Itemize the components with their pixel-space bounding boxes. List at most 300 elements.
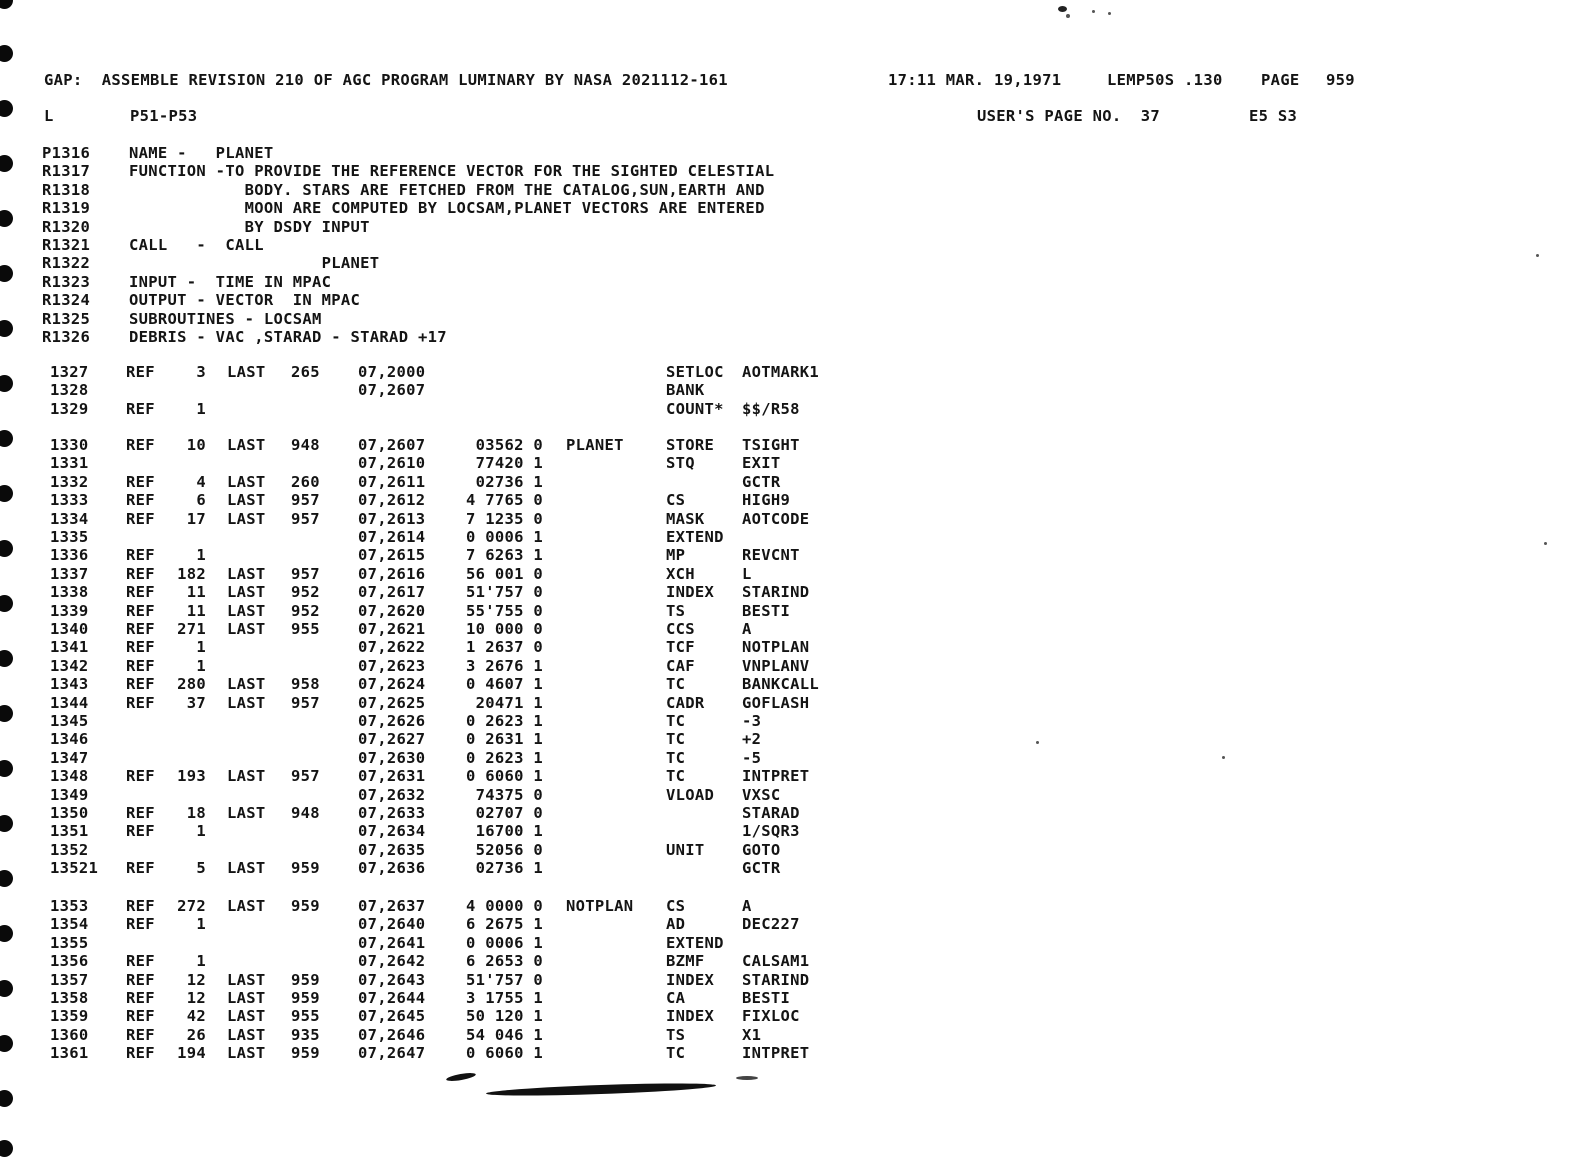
address: 07,2607 bbox=[358, 381, 426, 399]
last-keyword: LAST bbox=[227, 1026, 266, 1044]
ink-speck bbox=[1108, 12, 1111, 15]
octal-word: 54 046 1 bbox=[465, 1026, 543, 1044]
address: 07,2635 bbox=[358, 841, 426, 859]
remark-text: BY DSDY INPUT bbox=[129, 218, 370, 236]
last-page: 959 bbox=[291, 1044, 320, 1062]
code-line bbox=[0, 510, 1582, 529]
ref-count: 17 bbox=[186, 510, 206, 528]
ref-count: 42 bbox=[186, 1007, 206, 1025]
ref-keyword: REF bbox=[126, 363, 155, 381]
remark-text: BODY. STARS ARE FETCHED FROM THE CATALOG,SUN,EARTH AND bbox=[129, 181, 765, 199]
line-number: 1340 bbox=[50, 620, 89, 638]
ref-keyword: REF bbox=[126, 657, 155, 675]
opcode: EXTEND bbox=[666, 528, 724, 546]
address: 07,2631 bbox=[358, 767, 426, 785]
ref-count: 1 bbox=[196, 400, 206, 418]
remark-id: R1318 bbox=[42, 181, 91, 199]
address: 07,2614 bbox=[358, 528, 426, 546]
line-number: 1345 bbox=[50, 712, 89, 730]
operand: GOTO bbox=[742, 841, 781, 859]
section-code: E5 S3 bbox=[1249, 107, 1298, 125]
address: 07,2647 bbox=[358, 1044, 426, 1062]
octal-word: 3 1755 1 bbox=[465, 989, 543, 1007]
code-line bbox=[0, 363, 1582, 382]
operand: GCTR bbox=[742, 859, 781, 877]
octal-word: 7 1235 0 bbox=[465, 510, 543, 528]
remark-text: CALL - CALL bbox=[129, 236, 264, 254]
code-line bbox=[0, 528, 1582, 547]
ref-count: 280 bbox=[177, 675, 206, 693]
remark-id: R1320 bbox=[42, 218, 91, 236]
code-line bbox=[0, 1026, 1582, 1045]
address: 07,2612 bbox=[358, 491, 426, 509]
ref-keyword: REF bbox=[126, 971, 155, 989]
octal-word: 77420 1 bbox=[475, 454, 543, 472]
ref-count: 11 bbox=[186, 583, 206, 601]
remark-id: R1326 bbox=[42, 328, 91, 346]
line-number: 1342 bbox=[50, 657, 89, 675]
remark-text: PLANET bbox=[129, 254, 380, 272]
remark-id: P1316 bbox=[42, 144, 91, 162]
address: 07,2620 bbox=[358, 602, 426, 620]
ink-speck bbox=[1092, 10, 1095, 13]
operand: CALSAM1 bbox=[742, 952, 810, 970]
code-line bbox=[0, 859, 1582, 878]
line-number: 1339 bbox=[50, 602, 89, 620]
operand: INTPRET bbox=[742, 1044, 810, 1062]
line-number: 1343 bbox=[50, 675, 89, 693]
operand: -5 bbox=[742, 749, 762, 767]
line-number: 1331 bbox=[50, 454, 89, 472]
ref-count: 4 bbox=[196, 473, 206, 491]
punch-hole bbox=[0, 45, 13, 62]
ref-keyword: REF bbox=[126, 1026, 155, 1044]
last-page: 957 bbox=[291, 694, 320, 712]
line-number: 1333 bbox=[50, 491, 89, 509]
operand: BANKCALL bbox=[742, 675, 820, 693]
ref-keyword: REF bbox=[126, 952, 155, 970]
operand: 1/SQR3 bbox=[742, 822, 800, 840]
ref-keyword: REF bbox=[126, 491, 155, 509]
ref-keyword: REF bbox=[126, 473, 155, 491]
ref-count: 182 bbox=[177, 565, 206, 583]
octal-word: 6 2675 1 bbox=[465, 915, 543, 933]
opcode: STORE bbox=[666, 436, 715, 454]
ref-count: 3 bbox=[196, 363, 206, 381]
address: 07,2615 bbox=[358, 546, 426, 564]
code-line bbox=[0, 381, 1582, 400]
ref-count: 12 bbox=[186, 971, 206, 989]
octal-word: 4 0000 0 bbox=[465, 897, 543, 915]
punch-hole bbox=[0, 1140, 13, 1157]
remark-line bbox=[0, 199, 1582, 218]
address: 07,2623 bbox=[358, 657, 426, 675]
line-number: 1341 bbox=[50, 638, 89, 656]
address: 07,2613 bbox=[358, 510, 426, 528]
last-page: 955 bbox=[291, 620, 320, 638]
operand: AOTMARK1 bbox=[742, 363, 820, 381]
code-line bbox=[0, 675, 1582, 694]
line-number: 1329 bbox=[50, 400, 89, 418]
octal-word: 55'755 0 bbox=[465, 602, 543, 620]
ref-keyword: REF bbox=[126, 583, 155, 601]
line-number: 1330 bbox=[50, 436, 89, 454]
code-line bbox=[0, 1007, 1582, 1026]
operand: VXSC bbox=[742, 786, 781, 804]
code-line bbox=[0, 565, 1582, 584]
ref-count: 10 bbox=[186, 436, 206, 454]
code-line bbox=[0, 1044, 1582, 1063]
ref-keyword: REF bbox=[126, 694, 155, 712]
code-line bbox=[0, 841, 1582, 860]
last-keyword: LAST bbox=[227, 620, 266, 638]
ref-keyword: REF bbox=[126, 859, 155, 877]
last-keyword: LAST bbox=[227, 1007, 266, 1025]
last-keyword: LAST bbox=[227, 971, 266, 989]
code-line bbox=[0, 767, 1582, 786]
last-keyword: LAST bbox=[227, 510, 266, 528]
ref-keyword: REF bbox=[126, 602, 155, 620]
code-line bbox=[0, 400, 1582, 419]
address: 07,2621 bbox=[358, 620, 426, 638]
line-number: 1328 bbox=[50, 381, 89, 399]
address: 07,2622 bbox=[358, 638, 426, 656]
last-keyword: LAST bbox=[227, 804, 266, 822]
ref-count: 1 bbox=[196, 915, 206, 933]
opcode: TC bbox=[666, 730, 686, 748]
line-number: 1361 bbox=[50, 1044, 89, 1062]
address: 07,2617 bbox=[358, 583, 426, 601]
remark-id: R1319 bbox=[42, 199, 91, 217]
code-line bbox=[0, 583, 1582, 602]
octal-word: 03562 0 bbox=[475, 436, 543, 454]
last-page: 260 bbox=[291, 473, 320, 491]
last-keyword: LAST bbox=[227, 989, 266, 1007]
octal-word: 0 0006 1 bbox=[465, 528, 543, 546]
line-number: 13521 bbox=[50, 859, 99, 877]
ref-keyword: REF bbox=[126, 989, 155, 1007]
last-keyword: LAST bbox=[227, 491, 266, 509]
ref-keyword: REF bbox=[126, 436, 155, 454]
opcode: CADR bbox=[666, 694, 705, 712]
address: 07,2630 bbox=[358, 749, 426, 767]
operand: DEC227 bbox=[742, 915, 800, 933]
octal-word: 0 0006 1 bbox=[465, 934, 543, 952]
ref-count: 6 bbox=[196, 491, 206, 509]
octal-word: 1 2637 0 bbox=[465, 638, 543, 656]
code-line bbox=[0, 934, 1582, 953]
remark-line bbox=[0, 273, 1582, 292]
print-timestamp: 17:11 MAR. 19,1971 bbox=[888, 71, 1062, 89]
operand: VNPLANV bbox=[742, 657, 810, 675]
line-number: 1353 bbox=[50, 897, 89, 915]
octal-word: 02707 0 bbox=[475, 804, 543, 822]
operand: BESTI bbox=[742, 989, 791, 1007]
address: 07,2633 bbox=[358, 804, 426, 822]
address: 07,2636 bbox=[358, 859, 426, 877]
remark-line bbox=[0, 310, 1582, 329]
code-line bbox=[0, 657, 1582, 676]
opcode: INDEX bbox=[666, 971, 715, 989]
opcode: CA bbox=[666, 989, 686, 1007]
octal-word: 7 6263 1 bbox=[465, 546, 543, 564]
code-line bbox=[0, 822, 1582, 841]
ref-keyword: REF bbox=[126, 400, 155, 418]
code-line bbox=[0, 473, 1582, 492]
ref-keyword: REF bbox=[126, 1007, 155, 1025]
ref-keyword: REF bbox=[126, 510, 155, 528]
octal-word: 4 7765 0 bbox=[465, 491, 543, 509]
ref-keyword: REF bbox=[126, 675, 155, 693]
operand: A bbox=[742, 897, 752, 915]
remark-id: R1323 bbox=[42, 273, 91, 291]
last-page: 958 bbox=[291, 675, 320, 693]
opcode: TC bbox=[666, 675, 686, 693]
octal-word: 3 2676 1 bbox=[465, 657, 543, 675]
address: 07,2627 bbox=[358, 730, 426, 748]
ink-speck bbox=[1536, 254, 1539, 257]
ref-keyword: REF bbox=[126, 897, 155, 915]
line-number: 1350 bbox=[50, 804, 89, 822]
last-page: 959 bbox=[291, 897, 320, 915]
opcode: CAF bbox=[666, 657, 695, 675]
remark-id: R1317 bbox=[42, 162, 91, 180]
operand: BESTI bbox=[742, 602, 791, 620]
address: 07,2643 bbox=[358, 971, 426, 989]
operand: TSIGHT bbox=[742, 436, 800, 454]
remark-line bbox=[0, 254, 1582, 273]
octal-word: 50 120 1 bbox=[465, 1007, 543, 1025]
opcode: TC bbox=[666, 712, 686, 730]
code-line bbox=[0, 730, 1582, 749]
ref-count: 5 bbox=[196, 859, 206, 877]
octal-word: 74375 0 bbox=[475, 786, 543, 804]
code-line bbox=[0, 638, 1582, 657]
opcode: TC bbox=[666, 1044, 686, 1062]
ref-count: 272 bbox=[177, 897, 206, 915]
address: 07,2607 bbox=[358, 436, 426, 454]
line-number: 1335 bbox=[50, 528, 89, 546]
last-page: 955 bbox=[291, 1007, 320, 1025]
ref-keyword: REF bbox=[126, 767, 155, 785]
remark-text: FUNCTION -TO PROVIDE THE REFERENCE VECTOR FOR THE SIGHTED CELESTIAL bbox=[129, 162, 775, 180]
code-line bbox=[0, 804, 1582, 823]
last-keyword: LAST bbox=[227, 767, 266, 785]
last-page: 952 bbox=[291, 602, 320, 620]
operand: $$/R58 bbox=[742, 400, 800, 418]
line-number: 1358 bbox=[50, 989, 89, 1007]
section-name: P51-P53 bbox=[130, 107, 198, 125]
operand: X1 bbox=[742, 1026, 762, 1044]
last-page: 959 bbox=[291, 859, 320, 877]
code-line bbox=[0, 602, 1582, 621]
remark-line bbox=[0, 236, 1582, 255]
listing-subheader bbox=[0, 107, 1582, 126]
code-line bbox=[0, 786, 1582, 805]
address: 07,2640 bbox=[358, 915, 426, 933]
address: 07,2642 bbox=[358, 952, 426, 970]
ink-speck bbox=[736, 1076, 758, 1080]
line-number: 1357 bbox=[50, 971, 89, 989]
ink-speck bbox=[1036, 741, 1039, 744]
operand: FIXLOC bbox=[742, 1007, 800, 1025]
operand: +2 bbox=[742, 730, 762, 748]
last-page: 952 bbox=[291, 583, 320, 601]
opcode: TC bbox=[666, 749, 686, 767]
ref-count: 1 bbox=[196, 822, 206, 840]
code-label: PLANET bbox=[566, 436, 624, 454]
remark-line bbox=[0, 291, 1582, 310]
ref-count: 18 bbox=[186, 804, 206, 822]
last-page: 948 bbox=[291, 804, 320, 822]
ref-count: 26 bbox=[186, 1026, 206, 1044]
line-number: 1347 bbox=[50, 749, 89, 767]
octal-word: 02736 1 bbox=[475, 473, 543, 491]
octal-word: 51'757 0 bbox=[465, 583, 543, 601]
opcode: CS bbox=[666, 491, 686, 509]
opcode: EXTEND bbox=[666, 934, 724, 952]
listing-header bbox=[0, 71, 1582, 90]
last-page: 959 bbox=[291, 989, 320, 1007]
ref-keyword: REF bbox=[126, 546, 155, 564]
opcode: TS bbox=[666, 1026, 686, 1044]
remark-text: SUBROUTINES - LOCSAM bbox=[129, 310, 322, 328]
code-line bbox=[0, 454, 1582, 473]
ref-count: 1 bbox=[196, 952, 206, 970]
opcode: TCF bbox=[666, 638, 695, 656]
ref-count: 194 bbox=[177, 1044, 206, 1062]
ink-speck bbox=[1066, 14, 1070, 18]
operand: REVCNT bbox=[742, 546, 800, 564]
code-line bbox=[0, 952, 1582, 971]
opcode: CCS bbox=[666, 620, 695, 638]
last-keyword: LAST bbox=[227, 565, 266, 583]
line-number: 1348 bbox=[50, 767, 89, 785]
last-keyword: LAST bbox=[227, 1044, 266, 1062]
line-number: 1355 bbox=[50, 934, 89, 952]
operand: NOTPLAN bbox=[742, 638, 810, 656]
last-keyword: LAST bbox=[227, 363, 266, 381]
code-line bbox=[0, 897, 1582, 916]
address: 07,2626 bbox=[358, 712, 426, 730]
octal-word: 02736 1 bbox=[475, 859, 543, 877]
last-keyword: LAST bbox=[227, 583, 266, 601]
remark-line bbox=[0, 162, 1582, 181]
code-line bbox=[0, 971, 1582, 990]
last-page: 265 bbox=[291, 363, 320, 381]
operand: A bbox=[742, 620, 752, 638]
ink-speck bbox=[1544, 542, 1547, 545]
address: 07,2634 bbox=[358, 822, 426, 840]
line-number: 1359 bbox=[50, 1007, 89, 1025]
last-keyword: LAST bbox=[227, 473, 266, 491]
opcode: BZMF bbox=[666, 952, 705, 970]
ref-count: 271 bbox=[177, 620, 206, 638]
code-line bbox=[0, 915, 1582, 934]
opcode: AD bbox=[666, 915, 686, 933]
last-keyword: LAST bbox=[227, 436, 266, 454]
last-page: 957 bbox=[291, 491, 320, 509]
operand: L bbox=[742, 565, 752, 583]
octal-word: 0 2623 1 bbox=[465, 712, 543, 730]
ref-count: 11 bbox=[186, 602, 206, 620]
line-number: 1332 bbox=[50, 473, 89, 491]
remark-line bbox=[0, 144, 1582, 163]
last-page: 959 bbox=[291, 971, 320, 989]
line-number: 1336 bbox=[50, 546, 89, 564]
code-line bbox=[0, 436, 1582, 455]
operand: INTPRET bbox=[742, 767, 810, 785]
operand: GCTR bbox=[742, 473, 781, 491]
last-page: 957 bbox=[291, 767, 320, 785]
octal-word: 10 000 0 bbox=[465, 620, 543, 638]
remark-text: MOON ARE COMPUTED BY LOCSAM,PLANET VECTORS ARE ENTERED bbox=[129, 199, 765, 217]
ref-keyword: REF bbox=[126, 638, 155, 656]
last-keyword: LAST bbox=[227, 859, 266, 877]
opcode: INDEX bbox=[666, 1007, 715, 1025]
opcode: UNIT bbox=[666, 841, 705, 859]
opcode: XCH bbox=[666, 565, 695, 583]
line-number: 1349 bbox=[50, 786, 89, 804]
remark-line bbox=[0, 218, 1582, 237]
code-line bbox=[0, 620, 1582, 639]
page-label: PAGE bbox=[1261, 71, 1300, 89]
remark-id: R1321 bbox=[42, 236, 91, 254]
ref-keyword: REF bbox=[126, 565, 155, 583]
address: 07,2645 bbox=[358, 1007, 426, 1025]
remark-id: R1324 bbox=[42, 291, 91, 309]
octal-word: 6 2653 0 bbox=[465, 952, 543, 970]
octal-word: 16700 1 bbox=[475, 822, 543, 840]
ref-count: 1 bbox=[196, 546, 206, 564]
ref-count: 193 bbox=[177, 767, 206, 785]
operand: EXIT bbox=[742, 454, 781, 472]
punch-hole bbox=[0, 0, 13, 9]
address: 07,2616 bbox=[358, 565, 426, 583]
ref-count: 37 bbox=[186, 694, 206, 712]
assembly-title: GAP: ASSEMBLE REVISION 210 OF AGC PROGRAM LUMINARY BY NASA 2021112-161 bbox=[44, 71, 728, 89]
last-keyword: LAST bbox=[227, 602, 266, 620]
remark-id: R1322 bbox=[42, 254, 91, 272]
opcode: INDEX bbox=[666, 583, 715, 601]
opcode: VLOAD bbox=[666, 786, 715, 804]
line-number: 1346 bbox=[50, 730, 89, 748]
ref-keyword: REF bbox=[126, 822, 155, 840]
line-number: 1327 bbox=[50, 363, 89, 381]
remark-line bbox=[0, 328, 1582, 347]
octal-word: 20471 1 bbox=[475, 694, 543, 712]
operand: GOFLASH bbox=[742, 694, 810, 712]
octal-word: 0 4607 1 bbox=[465, 675, 543, 693]
address: 07,2644 bbox=[358, 989, 426, 1007]
remark-text: OUTPUT - VECTOR IN MPAC bbox=[129, 291, 361, 309]
last-keyword: LAST bbox=[227, 897, 266, 915]
remark-text: DEBRIS - VAC ,STARAD - STARAD +17 bbox=[129, 328, 447, 346]
address: 07,2637 bbox=[358, 897, 426, 915]
remark-line bbox=[0, 181, 1582, 200]
address: 07,2000 bbox=[358, 363, 426, 381]
last-page: 948 bbox=[291, 436, 320, 454]
operand: HIGH9 bbox=[742, 491, 791, 509]
address: 07,2610 bbox=[358, 454, 426, 472]
address: 07,2646 bbox=[358, 1026, 426, 1044]
operand: STARIND bbox=[742, 583, 810, 601]
octal-word: 0 6060 1 bbox=[465, 1044, 543, 1062]
line-number: 1354 bbox=[50, 915, 89, 933]
line-number: 1344 bbox=[50, 694, 89, 712]
opcode: MP bbox=[666, 546, 686, 564]
code-line bbox=[0, 712, 1582, 731]
